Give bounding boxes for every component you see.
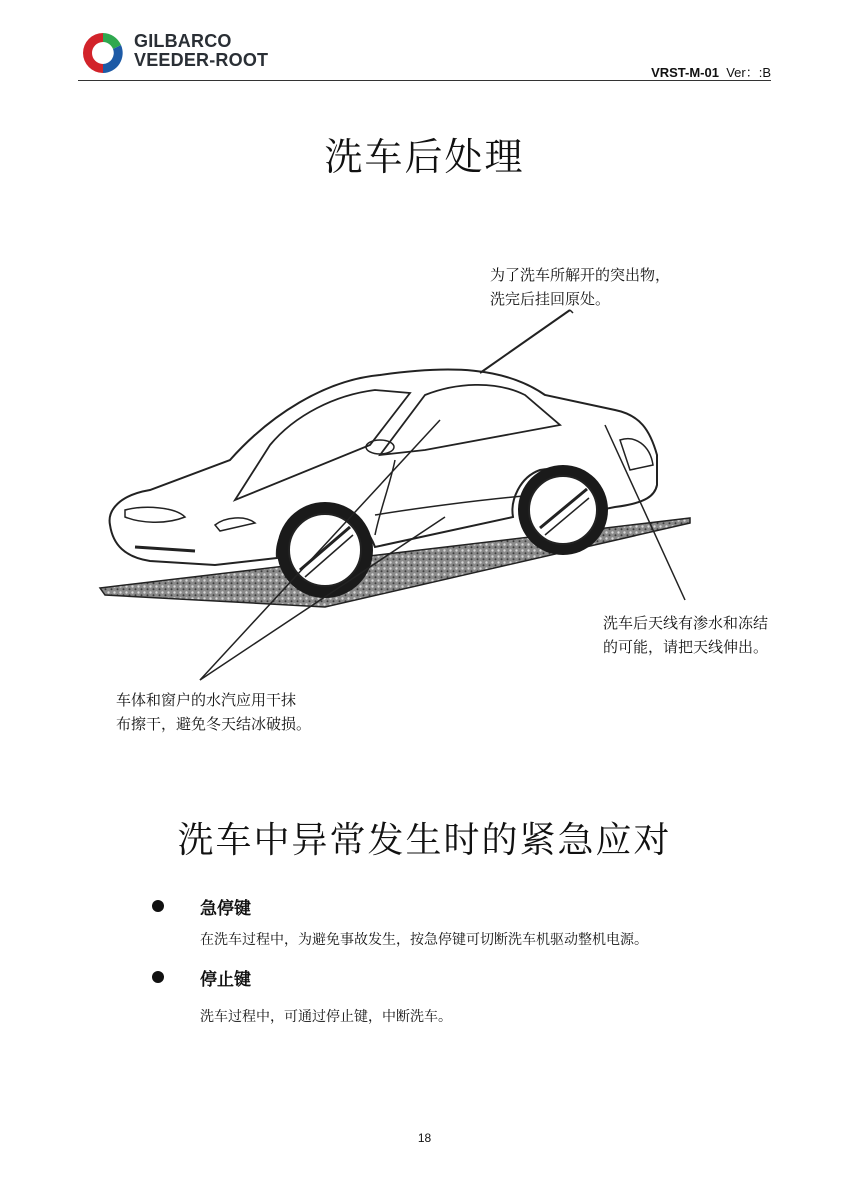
caption-wipe-dry: 车体和窗户的水汽应用干抹 布擦干，避免冬天结冰破损。 [116,691,312,733]
bullet-icon [152,900,164,912]
doc-version: Ver：:B [726,65,771,80]
stop-key-heading: 停止键 [200,970,251,990]
logo-line-2: VEEDER-ROOT [134,50,269,70]
page-number: 18 [417,1131,432,1145]
logo-wordmark [134,32,268,70]
emergency-stop-heading: 急停键 [200,899,251,919]
document-code [651,62,771,81]
front-wheel [277,502,373,598]
company-logo [80,30,280,80]
caption-antenna: 洗车后天线有渗水和冻结 的可能，请把天线伸出。 [603,614,769,656]
emergency-stop-text: 在洗车过程中，为避免事故发生，按急停键可切断洗车机驱动整机电源。 [200,932,648,948]
header-divider [78,80,771,81]
stop-key-text: 洗车过程中，可通过停止键，中断洗车。 [200,1009,452,1025]
doc-code-id: VRST-M-01 [651,65,719,80]
logo-line-1: GILBARCO [134,31,232,51]
section-title-after-wash: 洗车后处理 [324,135,525,179]
rear-wheel [518,465,608,555]
section-title-emergency: 洗车中异常发生时的紧急应对 [177,820,672,861]
gilbarco-logo-mark-icon [80,30,126,76]
bullet-icon [152,971,164,983]
caption-protrusions: 为了洗车所解开的突出物， 洗完后挂回原处。 [490,266,671,308]
car-antenna [480,310,570,373]
